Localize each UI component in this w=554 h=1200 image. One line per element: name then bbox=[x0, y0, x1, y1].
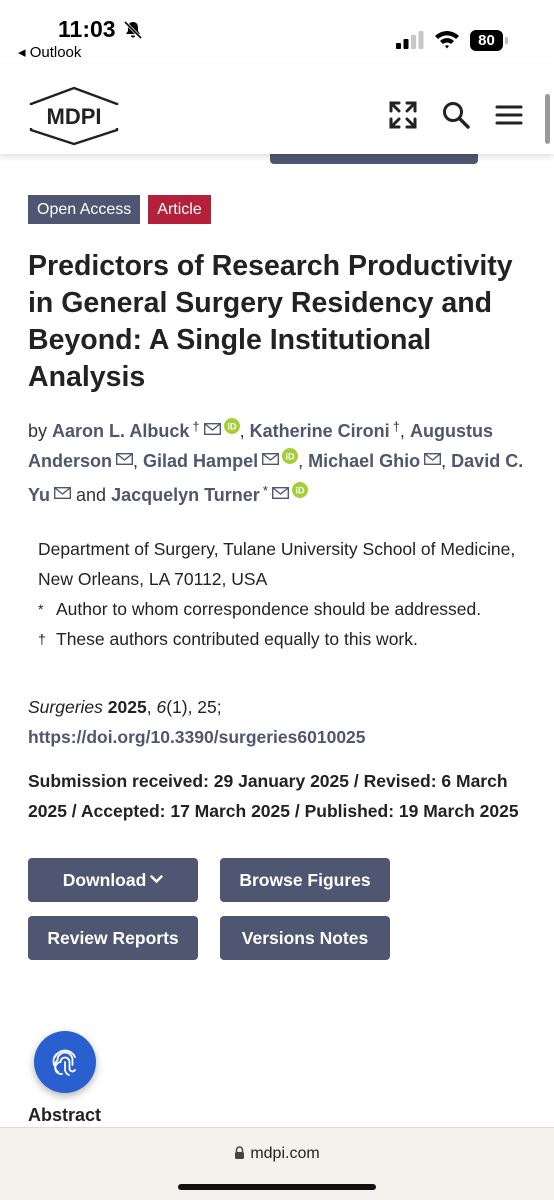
author-name[interactable]: Aaron L. Albuck bbox=[52, 421, 190, 441]
author-name[interactable]: Jacquelyn Turner bbox=[111, 485, 260, 505]
mail-icon[interactable] bbox=[262, 453, 279, 465]
author-name[interactable]: David C. Yu bbox=[28, 451, 524, 505]
menu-icon[interactable] bbox=[494, 100, 524, 130]
affiliation: Department of Surgery, Tulane University School of Medicine, New Orleans, LA 70112, USA bbox=[38, 539, 516, 589]
author-separator: , bbox=[441, 451, 447, 471]
review-reports-button[interactable]: Review Reports bbox=[28, 916, 198, 960]
author-separator: , bbox=[298, 451, 304, 471]
fingerprint-icon bbox=[48, 1045, 82, 1079]
dagger-mark: † bbox=[192, 419, 200, 434]
versions-notes-button[interactable]: Versions Notes bbox=[220, 916, 390, 960]
battery-cap bbox=[505, 37, 508, 44]
mdpi-logo[interactable] bbox=[26, 86, 122, 146]
by-label: by bbox=[28, 421, 48, 441]
article-badges bbox=[28, 195, 528, 224]
mail-icon[interactable] bbox=[424, 453, 441, 465]
note-dagger: † bbox=[38, 631, 46, 647]
browser-address-bar[interactable] bbox=[0, 1127, 554, 1200]
search-icon[interactable] bbox=[441, 100, 471, 130]
orcid-icon[interactable] bbox=[282, 448, 298, 464]
journal-name: Surgeries bbox=[28, 697, 103, 717]
and-label: and bbox=[76, 485, 107, 505]
mail-icon[interactable] bbox=[54, 487, 71, 499]
back-to-app-link[interactable]: ◂ Outlook bbox=[18, 44, 82, 61]
action-row-1 bbox=[28, 858, 528, 902]
hidden-toolbar-edge bbox=[270, 154, 478, 164]
battery-icon bbox=[470, 30, 508, 51]
status-bar bbox=[0, 0, 554, 64]
action-row-2 bbox=[28, 916, 528, 960]
status-time: 11:03 bbox=[58, 16, 116, 42]
mail-icon[interactable] bbox=[272, 487, 289, 499]
author-separator: , bbox=[399, 421, 405, 441]
equal-contribution-note bbox=[38, 624, 528, 654]
author-name[interactable]: Michael Ghio bbox=[308, 451, 421, 471]
author-name[interactable]: Augustus Anderson bbox=[28, 421, 493, 471]
star-mark: * bbox=[262, 483, 268, 498]
note-star: * bbox=[38, 601, 44, 617]
orcid-icon[interactable] bbox=[224, 418, 240, 434]
browse-figures-button[interactable]: Browse Figures bbox=[220, 858, 390, 902]
battery-level: 80 bbox=[470, 30, 503, 51]
article-content bbox=[28, 195, 528, 960]
logo-text: MDPI bbox=[46, 104, 102, 129]
download-button[interactable] bbox=[28, 858, 198, 902]
citation: Surgeries 2025, 6(1), 25; https://doi.org/10.3390/surgeries6010025 bbox=[28, 697, 366, 747]
correspondence-note bbox=[38, 594, 528, 624]
author-name[interactable]: Gilad Hampel bbox=[143, 451, 259, 471]
article-type-badge[interactable]: Article bbox=[148, 195, 210, 224]
citation-volume: 6 bbox=[156, 697, 167, 717]
article-title: Predictors of Research Productivity in General Surgery Residency and Beyond: A Single Institutional Analysis bbox=[28, 250, 513, 393]
home-indicator[interactable] bbox=[178, 1184, 376, 1190]
dagger-mark: † bbox=[392, 419, 400, 434]
abstract-heading: Abstract bbox=[28, 1105, 102, 1125]
url-display[interactable] bbox=[0, 1145, 554, 1163]
svg-text:iD: iD bbox=[227, 421, 237, 432]
author-list bbox=[28, 412, 528, 510]
download-label: Download bbox=[62, 870, 147, 890]
mail-icon[interactable] bbox=[204, 423, 221, 435]
site-header bbox=[0, 64, 554, 154]
svg-text:iD: iD bbox=[295, 485, 305, 496]
expand-icon[interactable] bbox=[388, 100, 418, 130]
cell-signal-icon bbox=[396, 31, 424, 49]
author-separator: , bbox=[133, 451, 139, 471]
chevron-down-icon bbox=[150, 875, 163, 884]
citation-year: 2025 bbox=[107, 697, 147, 717]
page-scrollbar[interactable] bbox=[545, 94, 550, 144]
orcid-icon[interactable] bbox=[292, 482, 308, 498]
bell-off-icon bbox=[123, 20, 143, 40]
author-separator: , bbox=[239, 421, 245, 441]
lock-icon bbox=[234, 1146, 245, 1159]
citation-issue: (1), 25; bbox=[166, 697, 222, 717]
note-star-text: Author to whom correspondence should be addressed. bbox=[56, 599, 482, 619]
open-access-badge[interactable]: Open Access bbox=[28, 195, 140, 224]
note-dagger-text: These authors contributed equally to this work. bbox=[56, 629, 418, 649]
url-text: mdpi.com bbox=[250, 1145, 320, 1162]
fingerprint-button[interactable] bbox=[34, 1031, 96, 1093]
publication-dates: Submission received: 29 January 2025 / Revised: 6 March 2025 / Accepted: 17 March 2025 / Published: 19 March 2025 bbox=[28, 771, 519, 821]
author-name[interactable]: Katherine Cironi bbox=[249, 421, 390, 441]
doi-link[interactable]: https://doi.org/10.3390/surgeries6010025 bbox=[28, 727, 366, 747]
mail-icon[interactable] bbox=[116, 453, 133, 465]
wifi-icon bbox=[434, 29, 460, 49]
svg-text:iD: iD bbox=[285, 451, 295, 462]
